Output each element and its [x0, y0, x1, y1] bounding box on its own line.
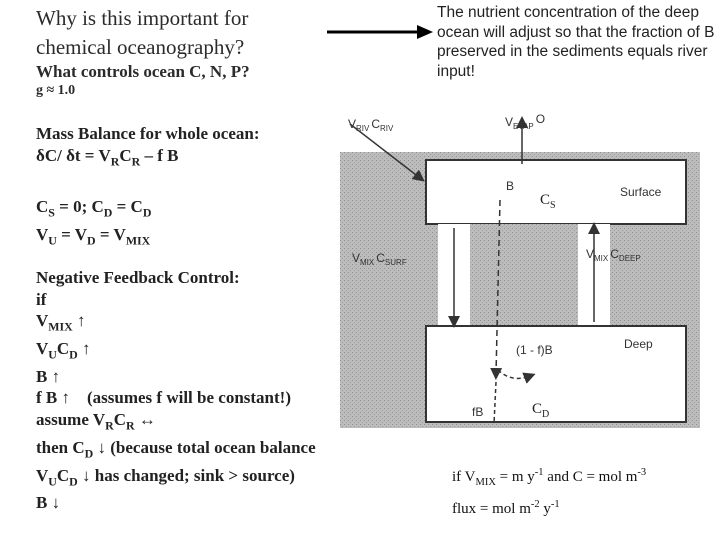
steady-state-line-1: $C_S = 0$; $C_D = C_D$: [36, 197, 152, 220]
mix-surf-label: $V_{MIX}$ $C_{SURF}$: [352, 251, 407, 267]
feedback-heading: Negative Feedback Control:: [36, 268, 240, 287]
deep-label: Deep: [624, 337, 653, 351]
mass-balance-block: [36, 123, 260, 172]
fb-label: fB: [472, 405, 484, 419]
b-label: B: [506, 179, 515, 193]
slide-title: [36, 4, 248, 62]
steady-state-block: [36, 196, 151, 252]
feedback-b-up: B ↑: [36, 366, 61, 386]
surface-label: Surface: [620, 185, 662, 199]
river-label: $V_{RIV}$ $C_{RIV}$: [348, 117, 394, 133]
mix-deep-label: $V_{MIX}$ $C_{DEEP}$: [586, 247, 641, 263]
mass-balance-heading: Mass Balance for whole ocean:: [36, 124, 260, 143]
feedback-fb-up: f B ↑ (assumes f will be constant!): [36, 388, 291, 408]
feedback-then: then $C_D$ ↓ (because total ocean balance: [36, 437, 316, 461]
question-text: What controls ocean C, N, P?: [36, 62, 250, 81]
feedback-b-down: B ↓: [36, 493, 61, 513]
cs-label: $C_S$: [540, 192, 556, 211]
cd-label: $C_D$: [532, 401, 550, 420]
feedback-if: if: [36, 289, 47, 309]
feedback-block: [36, 267, 316, 514]
feedback-vmix: $V_{MIX}$ ↑: [36, 311, 86, 334]
one-minus-f-label: (1 - f)B: [516, 343, 553, 357]
right-arrow-icon: [325, 22, 435, 42]
mass-balance-equation: δC/ $\delta t = V_RC_R - f$ B: [36, 145, 179, 168]
steady-state-line-2: $V_U = V_D = V_{MIX}$: [36, 224, 151, 248]
feedback-assume: assume $V_RC_R$ ↔: [36, 409, 156, 433]
units-note: [452, 462, 646, 520]
units-line-2: flux = mol $m^{-2}$ $y^{-1}$: [452, 499, 560, 517]
evaporation-label: $V_{EVAP}O$: [505, 112, 546, 131]
title-line-2: chemical oceanography?: [36, 35, 245, 59]
feedback-vucd-down: $V_UC_D$ ↓ has changed; sink > source): [36, 465, 295, 488]
two-box-ocean-diagram: [340, 108, 700, 428]
g-note: g ≈ 1.0: [36, 83, 76, 98]
units-line-1: if $V_{MIX} = m$ $y^{-1}$ and C = mol $m^{-3}$: [452, 467, 647, 488]
explanation-note: The nutrient concentration of the deep ocean will adjust so that the fraction of B preserved in the sediments equals river input!: [437, 4, 715, 80]
feedback-vucd: $V_UC_D$ ↑: [36, 338, 91, 362]
title-line-1: Why is this important for: [36, 6, 249, 30]
